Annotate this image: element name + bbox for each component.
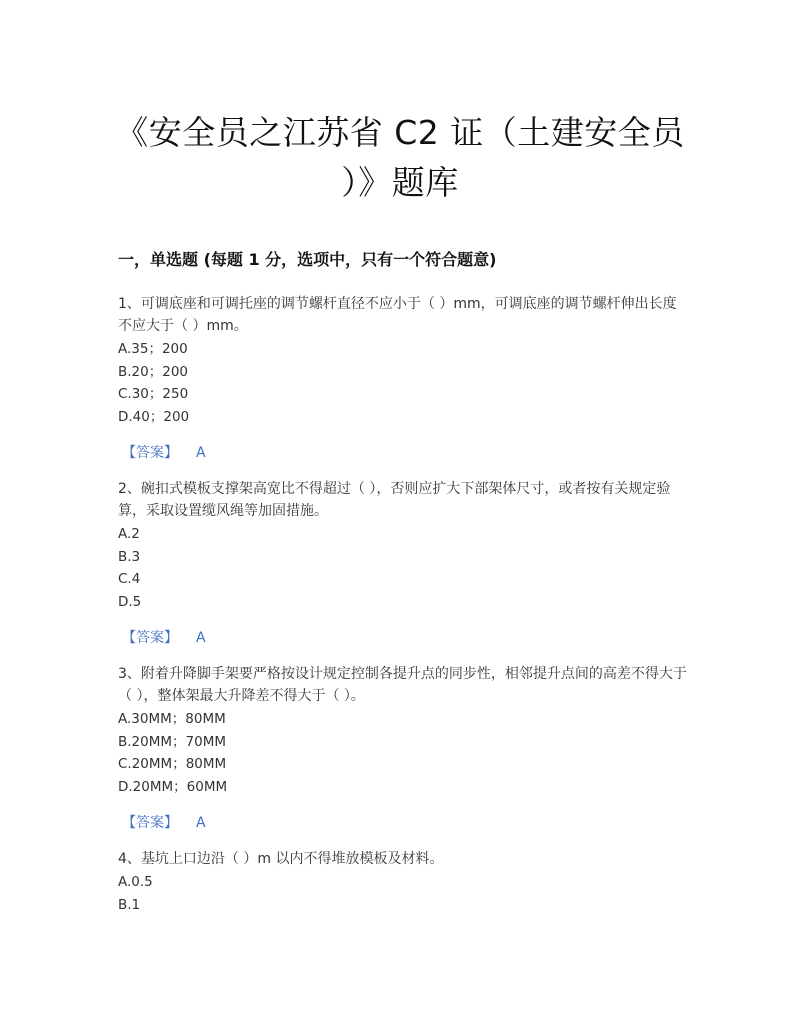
option-a: A.35；200 <box>118 341 188 357</box>
answer-line <box>122 442 688 464</box>
answer-value: A <box>196 815 206 831</box>
option-a: A.2 <box>118 526 140 542</box>
document-title-line-2: ）》题库 <box>341 163 459 202</box>
option-b: B.20；200 <box>118 363 188 380</box>
document-title-line-1: 《安全员之江苏省 C2 证（土建安全员 <box>115 113 685 152</box>
option-d: D.20MM；60MM <box>118 778 228 795</box>
answer-label: 【答案】 <box>122 630 178 646</box>
document-title <box>100 108 700 208</box>
question-stem: 3、附着升降脚手架要严格按设计规定控制各提升点的同步性，相邻提升点间的高差不得大于（ ），整体架最大升降差不得大于（ ）。 <box>118 666 687 704</box>
option-d: D.40；200 <box>118 408 190 425</box>
answer-label: 【答案】 <box>122 815 178 831</box>
answer-label: 【答案】 <box>122 445 178 461</box>
answer-value: A <box>196 445 206 461</box>
option-b: B.20MM；70MM <box>118 733 226 750</box>
question-4 <box>118 848 688 916</box>
question-2 <box>118 478 688 649</box>
option-a: A.30MM；80MM <box>118 711 226 727</box>
option-c: C.30；250 <box>118 386 189 402</box>
question-1 <box>118 293 688 464</box>
section-heading: 一，单选题 (每题 1 分，选项中，只有一个符合题意) <box>118 250 497 269</box>
question-stem: 1、可调底座和可调托座的调节螺杆直径不应小于（ ）mm，可调底座的调节螺杆伸出长度不应大于（ ）mm。 <box>118 296 677 334</box>
option-d: D.5 <box>118 593 142 610</box>
option-a: A.0.5 <box>118 874 153 890</box>
option-b: B.3 <box>118 548 141 565</box>
question-stem: 4、基坑上口边沿（ ）m 以内不得堆放模板及材料。 <box>118 851 444 867</box>
question-stem: 2、碗扣式模板支撑架高宽比不得超过（ ），否则应扩大下部架体尺寸，或者按有关规定验算，采取设置缆风绳等加固措施。 <box>118 481 671 519</box>
answer-line <box>122 812 688 834</box>
answer-line <box>122 627 688 649</box>
option-b: B.1 <box>118 896 141 913</box>
answer-value: A <box>196 630 206 646</box>
question-3 <box>118 663 688 834</box>
option-c: C.20MM；80MM <box>118 756 227 772</box>
option-c: C.4 <box>118 571 141 587</box>
